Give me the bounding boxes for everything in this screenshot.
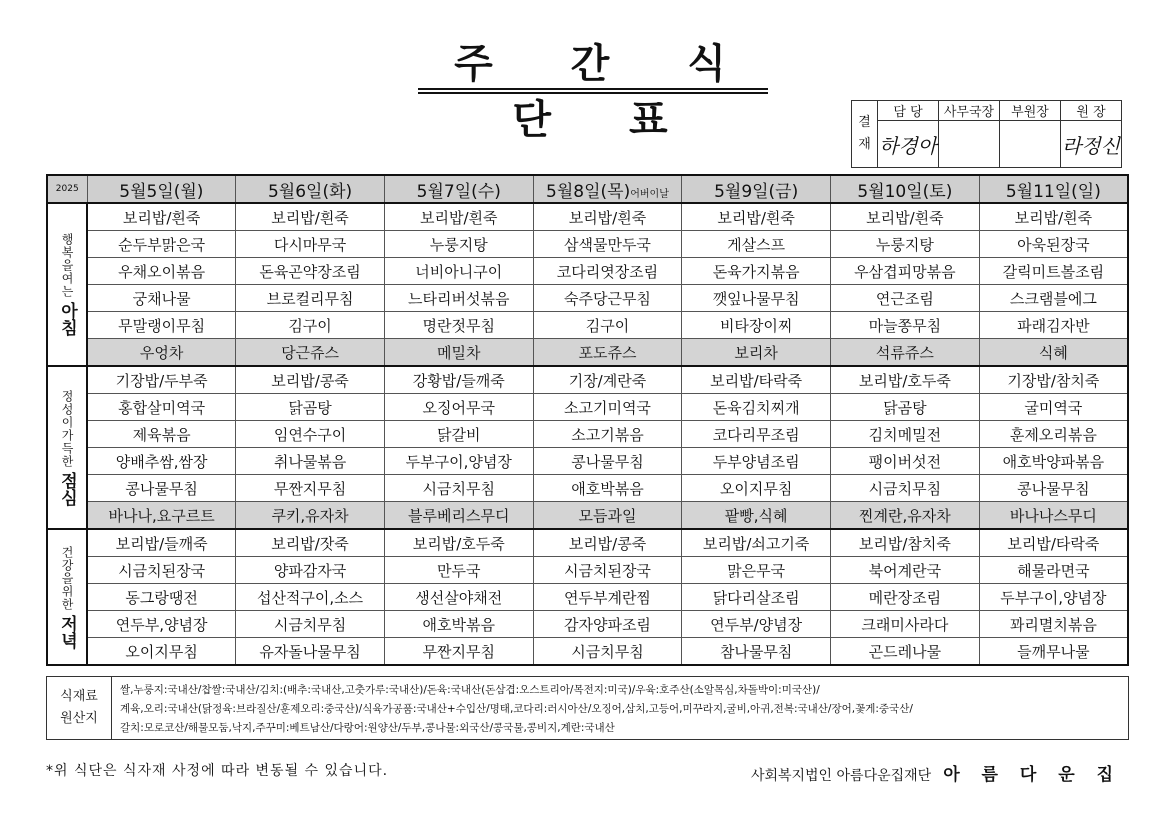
menu-cell: 오이지무침 (682, 475, 831, 502)
menu-cell: 양배추쌈,쌈장 (87, 448, 236, 475)
menu-cell: 기장밥/참치죽 (979, 366, 1128, 394)
menu-cell: 보리밥/타락죽 (979, 529, 1128, 557)
menu-cell: 닭갈비 (384, 421, 533, 448)
menu-cell: 돈육곤약장조림 (236, 258, 385, 285)
menu-cell: 보리밥/흰죽 (831, 203, 980, 231)
menu-cell: 보리밥/흰죽 (533, 203, 682, 231)
origin-line: 쌀,누룽지:국내산/찹쌀:국내산/김치:(배추:국내산,고춧가루:국내산)/돈육:국내산(돈삼겹:오스트리아/목전지:미국)/우육:호주산(소알목심,차돌박이:미국산)/ (120, 684, 820, 696)
day-header (979, 175, 1128, 203)
menu-cell: 강황밥/들깨죽 (384, 366, 533, 394)
day-header (384, 175, 533, 203)
day-header (831, 175, 980, 203)
day-header (236, 175, 385, 203)
signature-secretary (939, 121, 1000, 168)
meal-label (47, 366, 87, 529)
menu-cell: 스크램블에그 (979, 285, 1128, 312)
menu-cell: 돈육가지볶음 (682, 258, 831, 285)
approval-header-vice-director: 부원장 (1000, 101, 1061, 121)
menu-cell: 두부구이,양념장 (979, 584, 1128, 611)
menu-cell: 닭곰탕 (831, 394, 980, 421)
menu-cell: 브로컬리무침 (236, 285, 385, 312)
menu-cell: 숙주당근무침 (533, 285, 682, 312)
menu-cell: 보리밥/들깨죽 (87, 529, 236, 557)
menu-snack-cell: 바나나,요구르트 (87, 502, 236, 530)
menu-cell: 보리밥/호두죽 (831, 366, 980, 394)
menu-cell: 연두부계란찜 (533, 584, 682, 611)
origin-label: 식재료 원산지 (47, 677, 112, 739)
menu-cell: 콩나물무침 (87, 475, 236, 502)
menu-snack-cell: 쿠키,유자차 (236, 502, 385, 530)
menu-cell: 양파감자국 (236, 557, 385, 584)
organization-foundation: 사회복지법인 아름다운집재단 (750, 768, 932, 784)
menu-cell: 오이지무침 (87, 638, 236, 666)
day-label: 5월11일(일) (1005, 181, 1101, 202)
menu-cell: 코다리엿장조림 (533, 258, 682, 285)
menu-cell: 마늘쫑무침 (831, 312, 980, 339)
approval-side-label: 결 재 (852, 101, 878, 168)
menu-cell: 보리밥/흰죽 (979, 203, 1128, 231)
menu-cell: 만두국 (384, 557, 533, 584)
weekly-menu-table (46, 174, 1129, 666)
menu-cell: 코다리무조림 (682, 421, 831, 448)
menu-cell: 애호박양파볶음 (979, 448, 1128, 475)
menu-cell: 보리밥/흰죽 (682, 203, 831, 231)
menu-cell: 깻잎나물무침 (682, 285, 831, 312)
menu-cell: 궁채나물 (87, 285, 236, 312)
menu-cell: 시금치무침 (831, 475, 980, 502)
menu-cell: 비타장이찌 (682, 312, 831, 339)
menu-cell: 무짠지무침 (384, 638, 533, 666)
meal-label-big: 점심 (57, 471, 77, 506)
meal-label-small: 행복을여는 (60, 233, 74, 298)
origin-text (112, 677, 1128, 739)
menu-cell: 임연수구이 (236, 421, 385, 448)
menu-cell: 생선살야채전 (384, 584, 533, 611)
menu-cell: 애호박볶음 (384, 611, 533, 638)
menu-cell: 기장/계란죽 (533, 366, 682, 394)
day-header (87, 175, 236, 203)
signature-staff: 하경아 (878, 121, 939, 168)
day-header (682, 175, 831, 203)
menu-snack-cell: 바나나스무디 (979, 502, 1128, 530)
menu-snack-cell: 메밀차 (384, 339, 533, 367)
menu-cell: 취나물볶음 (236, 448, 385, 475)
day-label: 5월6일(화) (267, 181, 353, 202)
menu-cell: 보리밥/호두죽 (384, 529, 533, 557)
menu-cell: 제육볶음 (87, 421, 236, 448)
menu-cell: 콩나물무침 (533, 448, 682, 475)
menu-cell: 보리밥/잣죽 (236, 529, 385, 557)
menu-cell: 두부양념조림 (682, 448, 831, 475)
day-label: 5월9일(금) (714, 181, 799, 202)
meal-label-big: 아침 (57, 302, 77, 336)
menu-cell: 김치메밀전 (831, 421, 980, 448)
menu-cell: 동그랑땡전 (87, 584, 236, 611)
menu-snack-cell: 식혜 (979, 339, 1128, 367)
menu-snack-cell: 우엉차 (87, 339, 236, 367)
origin-line: 계육,오리:국내산(닭정육:브라질산/훈제오리:중국산)/식육가공품:국내산+수입산/명태,코다리:러시아산/오징어,삼치,고등어,미꾸라지,굴비,아귀,전복:국내산/장어,꽃게:중국산/ (120, 703, 913, 715)
page-title: 주 간 식 단 표 (454, 41, 758, 143)
menu-cell: 꽈리멸치볶음 (979, 611, 1128, 638)
menu-cell: 보리밥/흰죽 (236, 203, 385, 231)
signature-director: 라정신 (1061, 121, 1122, 168)
approval-header-director: 원 장 (1061, 101, 1122, 121)
menu-cell: 콩나물무침 (979, 475, 1128, 502)
meal-label-big: 저녁 (57, 614, 77, 649)
menu-snack-cell: 블루베리스무디 (384, 502, 533, 530)
menu-snack-cell: 보리차 (682, 339, 831, 367)
menu-cell: 북어계란국 (831, 557, 980, 584)
day-label: 5월7일(수) (416, 181, 501, 202)
day-sublabel: 어버이날 (630, 188, 669, 200)
menu-cell: 훈제오리볶음 (979, 421, 1128, 448)
menu-cell: 유자돌나물무침 (236, 638, 385, 666)
menu-cell: 소고기볶음 (533, 421, 682, 448)
meal-label (47, 203, 87, 366)
menu-cell: 닭곰탕 (236, 394, 385, 421)
approval-table (851, 100, 1122, 168)
menu-cell: 팽이버섯전 (831, 448, 980, 475)
menu-cell: 갈릭미트볼조림 (979, 258, 1128, 285)
menu-cell: 너비아니구이 (384, 258, 533, 285)
menu-cell: 두부구이,양념장 (384, 448, 533, 475)
menu-cell: 무말랭이무침 (87, 312, 236, 339)
menu-cell: 우삼겹피망볶음 (831, 258, 980, 285)
menu-cell: 곤드레나물 (831, 638, 980, 666)
menu-cell: 삼색물만두국 (533, 231, 682, 258)
menu-cell: 파래김자반 (979, 312, 1128, 339)
menu-cell: 시금치된장국 (533, 557, 682, 584)
menu-cell: 누룽지탕 (831, 231, 980, 258)
menu-cell: 섭산적구이,소스 (236, 584, 385, 611)
menu-snack-cell: 당근쥬스 (236, 339, 385, 367)
menu-cell: 무짠지무침 (236, 475, 385, 502)
menu-cell: 보리밥/흰죽 (384, 203, 533, 231)
menu-cell: 들깨무나물 (979, 638, 1128, 666)
menu-cell: 연두부/양념장 (682, 611, 831, 638)
menu-cell: 애호박볶음 (533, 475, 682, 502)
menu-cell: 해물라면국 (979, 557, 1128, 584)
menu-cell: 보리밥/타락죽 (682, 366, 831, 394)
menu-cell: 시금치된장국 (87, 557, 236, 584)
menu-cell: 연근조림 (831, 285, 980, 312)
menu-cell: 굴미역국 (979, 394, 1128, 421)
menu-cell: 보리밥/참치죽 (831, 529, 980, 557)
menu-snack-cell: 모듬과일 (533, 502, 682, 530)
day-header (533, 175, 682, 203)
signature-vice-director (1000, 121, 1061, 168)
menu-cell: 시금치무침 (384, 475, 533, 502)
menu-cell: 명란젓무침 (384, 312, 533, 339)
menu-cell: 김구이 (236, 312, 385, 339)
menu-cell: 느타리버섯볶음 (384, 285, 533, 312)
menu-cell: 기장밥/두부죽 (87, 366, 236, 394)
menu-snack-cell: 석류쥬스 (831, 339, 980, 367)
menu-cell: 참나물무침 (682, 638, 831, 666)
menu-cell: 시금치무침 (533, 638, 682, 666)
menu-cell: 크래미사라다 (831, 611, 980, 638)
menu-cell: 보리밥/콩죽 (533, 529, 682, 557)
organization-name (751, 760, 1121, 785)
menu-cell: 다시마무국 (236, 231, 385, 258)
menu-cell: 김구이 (533, 312, 682, 339)
menu-cell: 감자양파조림 (533, 611, 682, 638)
menu-cell: 보리밥/콩죽 (236, 366, 385, 394)
approval-header-secretary: 사무국장 (939, 101, 1000, 121)
origin-line: 갈치:모로코산/해물모둠,낙지,주꾸미:베트남산/다랑어:원양산/두부,콩나물:외국산/콩국물,콩비지,계란:국내산 (120, 722, 615, 734)
day-label: 5월5일(월) (119, 181, 204, 202)
day-label: 5월10일(토) (857, 181, 953, 202)
meal-label-small: 정성이가득한 (60, 389, 74, 468)
change-notice: *위 식단은 식자재 사정에 따라 변동될 수 있습니다. (46, 763, 389, 779)
day-label: 5월8일(목) (546, 181, 631, 202)
menu-snack-cell: 포도쥬스 (533, 339, 682, 367)
menu-cell: 오징어무국 (384, 394, 533, 421)
menu-cell: 연두부,양념장 (87, 611, 236, 638)
menu-cell: 아욱된장국 (979, 231, 1128, 258)
menu-snack-cell: 팥빵,식혜 (682, 502, 831, 530)
menu-cell: 메란장조림 (831, 584, 980, 611)
menu-cell: 홍합살미역국 (87, 394, 236, 421)
origin-info (46, 676, 1129, 740)
menu-cell: 보리밥/흰죽 (87, 203, 236, 231)
menu-snack-cell: 찐계란,유자차 (831, 502, 980, 530)
organization-title: 아 름 다 운 집 (943, 765, 1121, 785)
year-label: 2025 (47, 175, 87, 203)
title-underline (418, 88, 768, 94)
menu-cell: 닭다리살조림 (682, 584, 831, 611)
approval-header-staff: 담 당 (878, 101, 939, 121)
meal-label-small: 건강을위한 (60, 545, 74, 611)
menu-cell: 보리밥/쇠고기죽 (682, 529, 831, 557)
menu-cell: 누룽지탕 (384, 231, 533, 258)
menu-cell: 맑은무국 (682, 557, 831, 584)
menu-cell: 순두부맑은국 (87, 231, 236, 258)
menu-cell: 게살스프 (682, 231, 831, 258)
menu-cell: 돈육김치찌개 (682, 394, 831, 421)
meal-label (47, 529, 87, 665)
menu-cell: 우채오이볶음 (87, 258, 236, 285)
menu-cell: 시금치무침 (236, 611, 385, 638)
menu-cell: 소고기미역국 (533, 394, 682, 421)
